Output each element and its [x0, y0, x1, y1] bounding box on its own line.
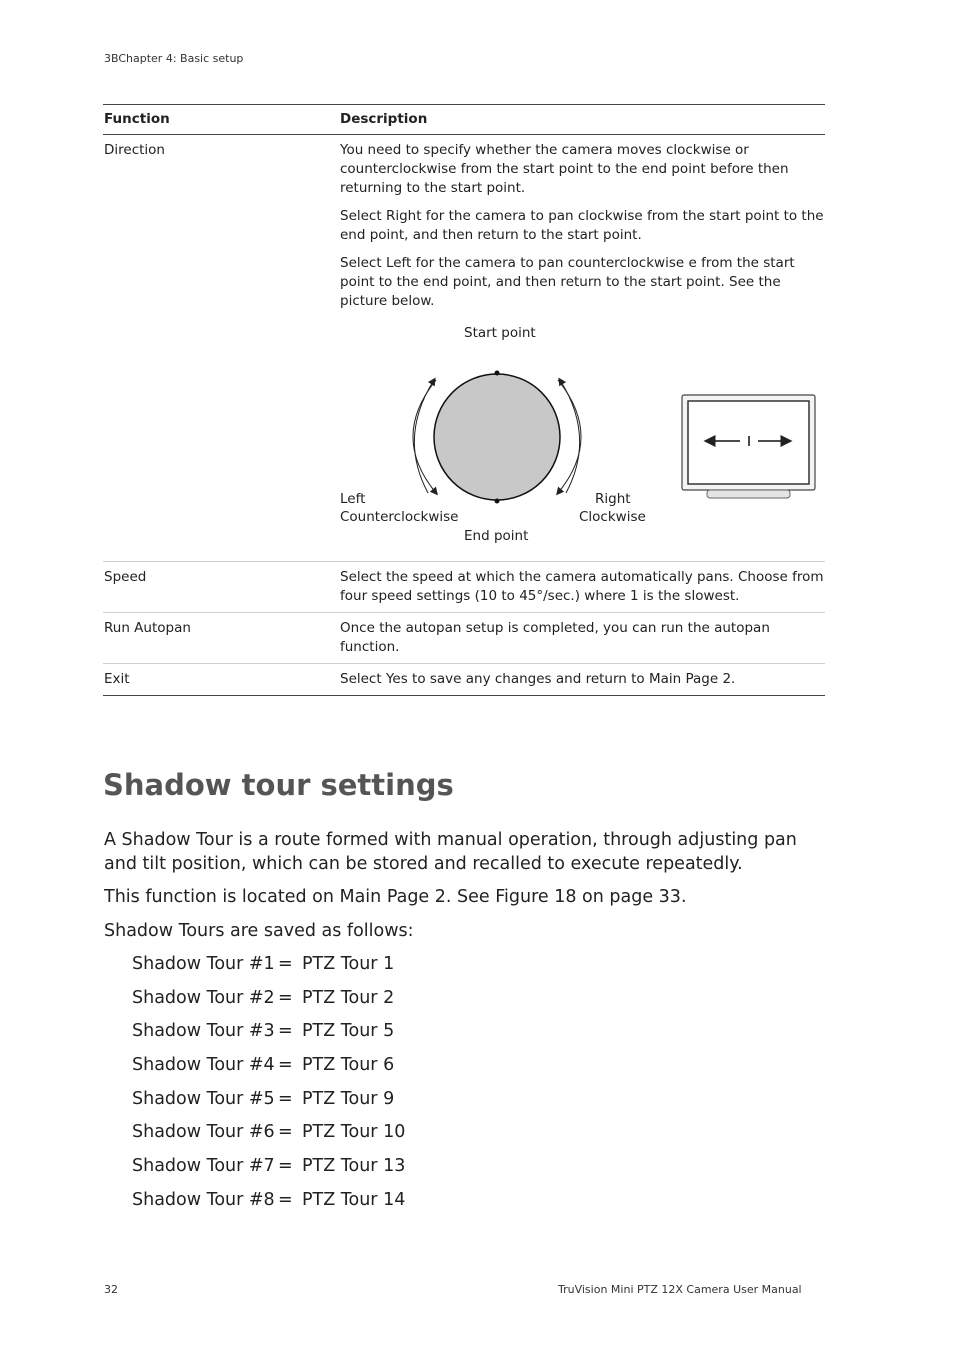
ptz-tour-name: PTZ Tour 6: [302, 1055, 395, 1076]
description-cell: Once the autopan setup is completed, you can run the autopan function.: [339, 613, 825, 664]
function-cell: Run Autopan: [103, 613, 339, 664]
running-header: 3BChapter 4: Basic setup: [104, 52, 244, 65]
intro-paragraph: A Shadow Tour is a route formed with manual operation, through adjusting pan and tilt position, which can be stored and recalled to execute repeatedly.: [104, 830, 797, 874]
description-cell: Select the speed at which the camera automatically pans. Choose from four speed settings (10 to 45°/sec.) where 1 is the slowest.: [339, 562, 825, 613]
equals-sign: =: [278, 1156, 293, 1177]
table-row-speed: [103, 562, 825, 613]
start-point-label: Start point: [464, 325, 536, 341]
right-label: Right: [595, 491, 631, 507]
shadow-tour-name: Shadow Tour #2: [132, 987, 275, 1008]
equals-sign: =: [278, 1055, 293, 1076]
end-point-dot: [495, 499, 500, 504]
shadow-tour-name: Shadow Tour #8: [132, 1189, 275, 1210]
shadow-tour-name: Shadow Tour #6: [132, 1122, 275, 1143]
function-cell: Direction: [103, 135, 339, 562]
left-label: Left: [340, 491, 366, 507]
table-row-exit: [103, 664, 825, 696]
equals-sign: =: [278, 1122, 293, 1143]
start-point-dot: [495, 371, 500, 376]
description-cell: Select Yes to save any changes and return to Main Page 2.: [339, 664, 825, 696]
table-header-row: [103, 105, 825, 135]
equals-sign: =: [278, 1021, 293, 1042]
camera-dome-circle: [434, 374, 560, 500]
equals-sign: =: [278, 1189, 293, 1210]
location-paragraph: This function is located on Main Page 2. See Figure 18 on page 33.: [104, 887, 687, 907]
shadow-tour-name: Shadow Tour #7: [132, 1156, 275, 1177]
shadow-tour-name: Shadow Tour #5: [132, 1088, 275, 1109]
equals-sign: =: [278, 954, 293, 974]
page-number: 32: [104, 1283, 118, 1296]
description-paragraph: Select Left for the camera to pan counterclockwise e from the start point to the end point, and then return to the start point. See the picture below.: [340, 255, 795, 309]
manual-title: TruVision Mini PTZ 12X Camera User Manual: [558, 1283, 802, 1296]
description-paragraph: Select Right for the camera to pan clockwise from the start point to the end point, and then return to the start point.: [340, 208, 824, 243]
function-table: [103, 104, 825, 696]
counterclockwise-label: Counterclockwise: [340, 509, 459, 525]
clockwise-label: Clockwise: [579, 509, 646, 525]
ptz-tour-name: PTZ Tour 5: [302, 1021, 395, 1042]
shadow-tour-name: Shadow Tour #1: [132, 954, 275, 974]
table-row-direction: [103, 135, 825, 562]
column-header-function: Function: [103, 105, 339, 135]
ptz-tour-name: PTZ Tour 13: [302, 1156, 406, 1177]
function-cell: Exit: [103, 664, 339, 696]
function-cell: Speed: [103, 562, 339, 613]
column-header-description: Description: [339, 105, 825, 135]
end-point-label: End point: [464, 528, 529, 544]
ptz-tour-name: PTZ Tour 14: [302, 1189, 406, 1210]
table-row-run-autopan: [103, 613, 825, 664]
description-cell: [339, 135, 825, 562]
monitor-icon: [682, 395, 815, 498]
autopan-direction-diagram: [340, 320, 825, 555]
ptz-tour-name: PTZ Tour 2: [302, 987, 395, 1008]
shadow-tour-name: Shadow Tour #4: [132, 1055, 275, 1076]
ptz-tour-name: PTZ Tour 1: [302, 954, 395, 974]
saved-as-paragraph: Shadow Tours are saved as follows:: [104, 921, 414, 941]
ptz-tour-name: PTZ Tour 10: [302, 1122, 406, 1143]
equals-sign: =: [278, 1088, 293, 1109]
ptz-tour-name: PTZ Tour 9: [302, 1088, 395, 1109]
description-paragraph: You need to specify whether the camera moves clockwise or counterclockwise from the start point to the end point before then returning to the start point.: [340, 142, 789, 196]
section-title: Shadow tour settings: [103, 768, 454, 802]
equals-sign: =: [278, 987, 293, 1008]
shadow-tour-name: Shadow Tour #3: [132, 1021, 275, 1042]
